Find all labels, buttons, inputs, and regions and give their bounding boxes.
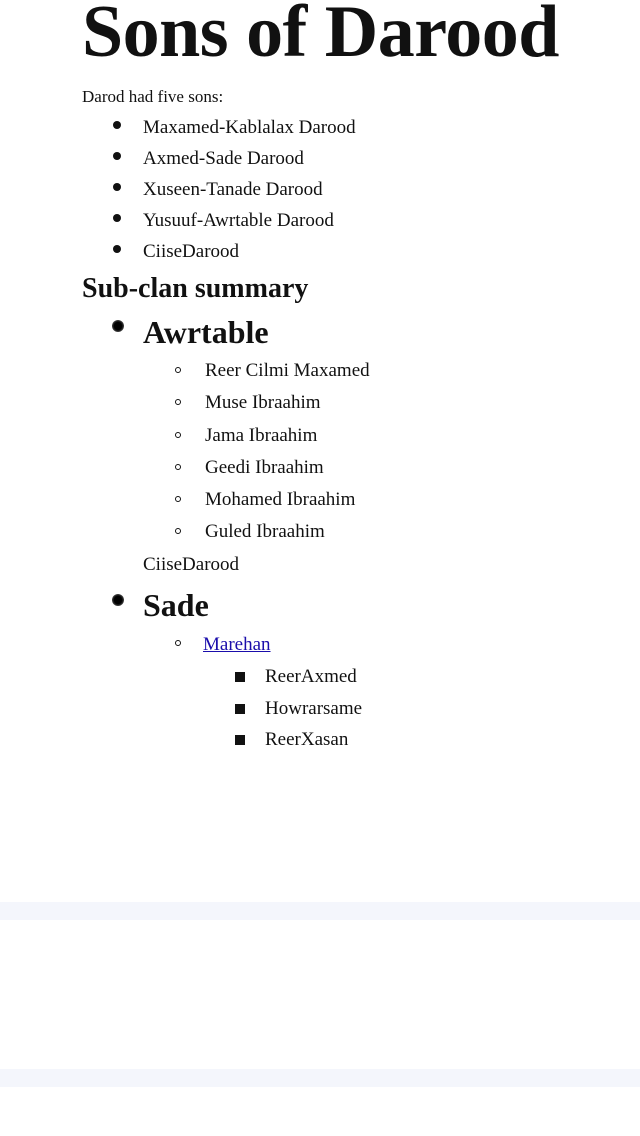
circle-bullet-icon xyxy=(175,367,181,373)
list-item xyxy=(0,456,370,488)
list-item xyxy=(0,697,362,729)
bullet-icon xyxy=(113,245,121,253)
circle-bullet-icon xyxy=(175,640,181,646)
list-item xyxy=(0,424,370,456)
list-item-label: Xuseen-Tanade Darood xyxy=(143,179,323,200)
bullet-icon xyxy=(113,214,121,222)
sade-heading: Sade xyxy=(143,587,209,623)
list-item-label: Guled Ibraahim xyxy=(205,521,325,543)
list-item-label: Reer Cilmi Maxamed xyxy=(205,360,370,381)
list-item xyxy=(0,665,362,697)
list-item xyxy=(0,240,356,271)
list-item-label: Axmed-Sade Darood xyxy=(143,148,304,169)
list-item-label: Howrarsame xyxy=(265,697,363,719)
bullet-icon xyxy=(113,121,121,129)
square-bullet-icon xyxy=(235,704,245,714)
circle-bullet-icon xyxy=(175,432,181,438)
bullet-icon xyxy=(112,594,124,606)
marehan-link[interactable]: Marehan xyxy=(203,634,271,655)
circle-bullet-icon xyxy=(175,464,181,470)
list-item xyxy=(0,520,370,552)
circle-bullet-icon xyxy=(175,496,181,502)
circle-bullet-icon xyxy=(175,528,181,534)
list-item xyxy=(0,391,370,423)
sons-list xyxy=(0,116,356,271)
list-item xyxy=(0,633,640,659)
awrtable-list xyxy=(0,359,370,553)
square-bullet-icon xyxy=(235,672,245,682)
divider-band xyxy=(0,902,640,920)
sub-clan-summary-heading: Sub-clan summary xyxy=(82,273,309,304)
list-item-label: Yusuuf-Awrtable Darood xyxy=(143,210,334,231)
list-item xyxy=(0,116,356,147)
list-item-label: Jama Ibraahim xyxy=(205,424,318,446)
list-item xyxy=(0,728,362,760)
bullet-icon xyxy=(113,152,121,160)
list-item xyxy=(0,359,370,391)
list-item-label: ReerAxmed xyxy=(265,666,357,687)
list-item-label: CiiseDarood xyxy=(143,241,240,262)
list-item-label: Geedi Ibraahim xyxy=(205,456,324,478)
intro-text: Darod had five sons: xyxy=(82,87,224,106)
awrtable-heading: Awrtable xyxy=(143,314,269,350)
marehan-sublist xyxy=(0,665,362,760)
list-item xyxy=(0,209,356,240)
list-item-label: Mohamed Ibraahim xyxy=(205,489,356,511)
bullet-icon xyxy=(113,183,121,191)
square-bullet-icon xyxy=(235,735,245,745)
list-item xyxy=(0,178,356,209)
list-item-label: Maxamed-Kablalax Darood xyxy=(143,117,356,138)
list-item xyxy=(0,147,356,178)
list-item xyxy=(0,488,370,520)
page-title: Sons of Darood xyxy=(82,0,559,73)
list-item-label: ReerXasan xyxy=(265,729,349,750)
bullet-icon xyxy=(112,320,124,332)
circle-bullet-icon xyxy=(175,399,181,405)
ciise-darood-text: CiiseDarood xyxy=(143,554,240,575)
list-item-label: Muse Ibraahim xyxy=(205,392,321,414)
divider-band xyxy=(0,1069,640,1087)
